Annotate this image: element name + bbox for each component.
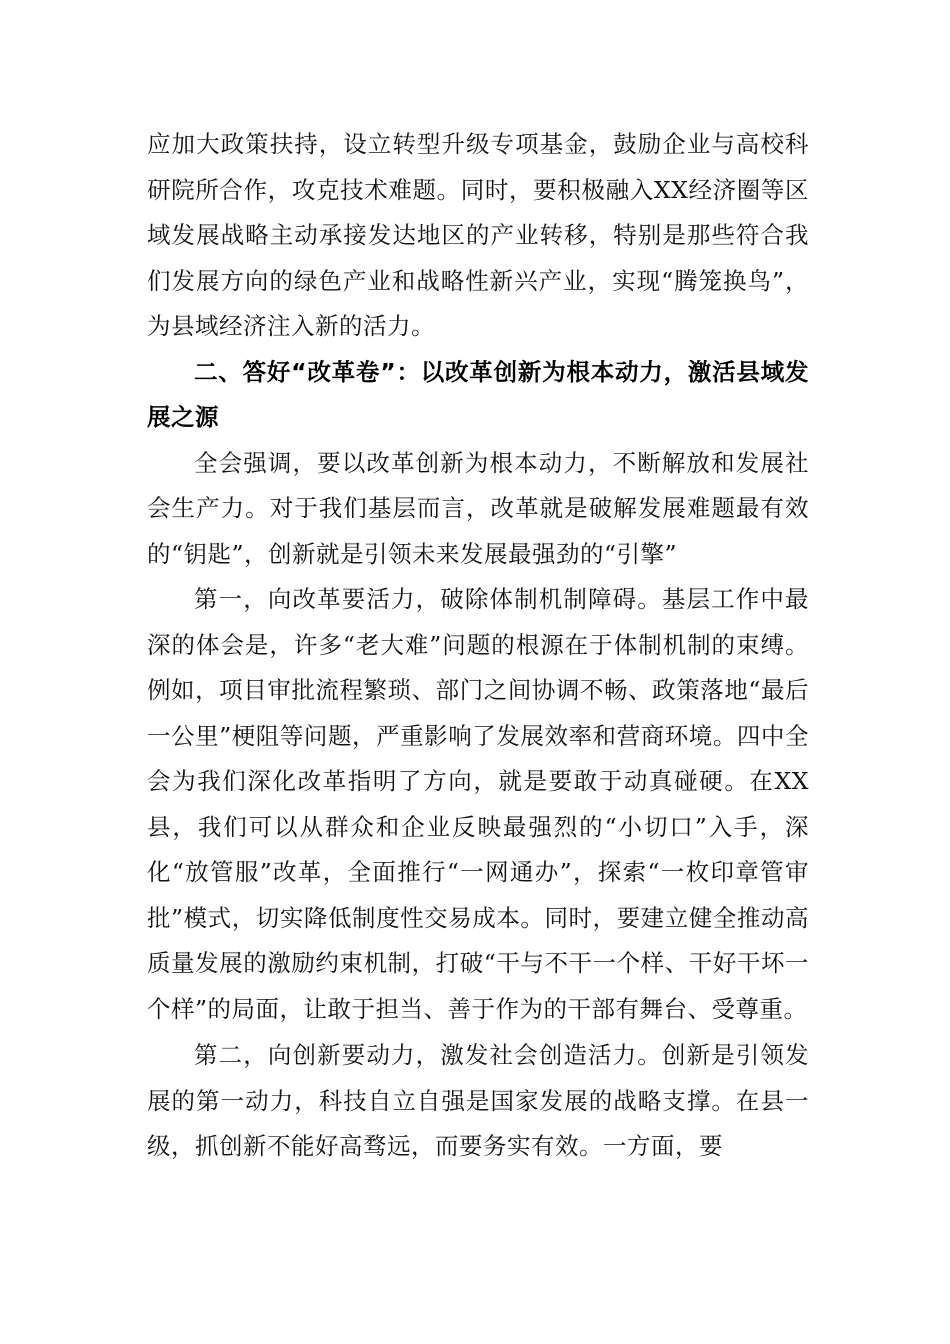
paragraph-first-point: 第一，向改革要活力，破除体制机制障碍。基层工作中最深的体会是，许多“老大难”问题的根源在于体制机制的束缚。例如，项目审批流程繁琐、部门之间协调不畅、政策落地“最后一公里”梗阻等问题，严重影响了发展效率和营商环境。四中全会为我们深化改革指明了方向，就是要敢于动真碰硬。在XX县，我们可以从群众和企业反映最强烈的“小切口”入手，深化“放管服”改革，全面推行“一网通办”，探索“一枚印章管审批”模式，切实降低制度性交易成本。同时，要建立健全推动高质量发展的激励约束机制，打破“干与不干一个样、干好干坏一个样”的局面，让敢于担当、善于作为的干部有舞台、受尊重。: [147, 585, 809, 1023]
paragraph-intro: 全会强调，要以改革创新为根本动力，不断解放和发展社会生产力。对于我们基层而言，改革就是破解发展难题最有效的“钥匙”，创新就是引领未来发展最强劲的“引擎”: [147, 448, 809, 568]
paragraph-second-point: 第二，向创新要动力，激发社会创造活力。创新是引领发展的第一动力，科技自立自强是国家发展的战略支撑。在县一级，抓创新不能好高骛远，而要务实有效。一方面，要: [147, 1041, 809, 1160]
section-heading: 二、答好“改革卷”：以改革创新为根本动力，激活县域发展之源: [147, 357, 809, 431]
paragraph-continuation: 应加大政策扶持，设立转型升级专项基金，鼓励企业与高校科研院所合作，攻克技术难题。同时，要积极融入XX经济圈等区域发展战略主动承接发达地区的产业转移，特别是那些符合我们发展方向的绿色产业和战略性新兴产业，实现“腾笼换鸟”，为县域经济注入新的活力。: [147, 130, 809, 340]
document-body: [147, 122, 809, 1170]
